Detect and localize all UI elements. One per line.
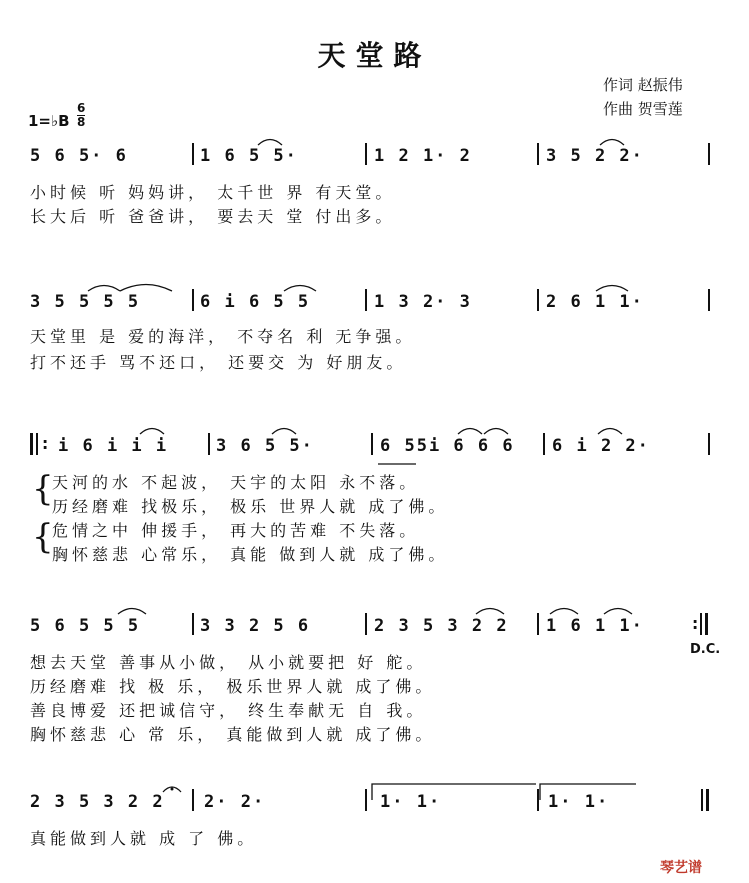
tie [604,609,632,615]
verse-brace-2: { [32,517,54,557]
line3-lyric-verse1: 天河的水 不起波， 天宇的太阳 永不落。 [52,473,420,492]
tie [258,140,282,146]
da-capo-mark: D.C. [690,642,721,657]
line5-measure1-notes: 2 3 5 3 2 2 [30,792,165,812]
line3-measure2-notes: 3 6 5 5· [216,436,314,456]
fermata-dot [171,788,174,791]
tie [596,286,628,292]
repeat-end-dots: : [690,614,701,634]
line5-measure4-notes: 1· 1· [548,792,610,812]
volta-bracket [540,784,636,800]
repeat-start-dots: : [40,434,51,454]
line3-lyric-verse4: 胸怀慈悲 心常乐， 真能 做到人就 成了佛。 [52,545,449,564]
line3-lyric-verse2: 历经磨难 找极乐， 极乐 世界人就 成了佛。 [52,497,449,516]
line1-measure3-notes: 1 2 1· 2 [374,146,472,166]
line5-measure3-notes: 1· 1· [380,792,442,812]
line5-measure2-notes: 2· 2· [204,792,266,812]
line4-lyric-verse2: 历经磨难 找 极 乐， 极乐世界人就 成了佛。 [30,677,436,696]
tie [484,429,508,435]
tie [284,286,316,292]
line1-measure2-notes: 1 6 5 5· [200,146,298,166]
line3-lyric-verse3: 危情之中 伸援手， 再大的苦难 不失落。 [52,521,420,540]
meter-denominator: 8 [77,115,86,129]
line2-lyric-verse1: 天堂里 是 爱的海洋， 不夺名 利 无争强。 [30,327,416,346]
line4-measure1-notes: 5 6 5 5 5 [30,616,141,636]
line3-measure1-notes: i 6 i i i [58,436,169,456]
line1-measure4-notes: 3 5 2 2· [546,146,644,166]
line3-measure4-notes: 6 i 2 2· [552,436,650,456]
line4-lyric-verse1: 想去天堂 善事从小做， 从小就要把 好 舵。 [30,653,427,672]
tie [550,609,578,615]
line1-measure1-notes: 5 6 5· 6 [30,146,128,166]
tie [458,429,482,435]
tie [88,286,120,292]
volta-bracket [372,784,536,800]
line2-measure4-notes: 2 6 1 1· [546,292,644,312]
line3-measure3-notes: 6 55i 6 6 6 [380,436,515,456]
composer-credit: 作曲 贺雪莲 [603,100,683,118]
song-title: 天堂路 [317,39,432,72]
line4-lyric-verse3: 善良博爱 还把诚信守， 终生奉献无 自 我。 [30,701,427,720]
line2-measure1-notes: 3 5 5 5 5 [30,292,141,312]
watermark-logo: 琴艺谱 [660,860,702,876]
tie [272,429,296,435]
line2-lyric-verse2: 打不还手 骂不还口， 还要交 为 好朋友。 [30,353,407,372]
tie [120,285,172,292]
tie [476,609,504,615]
line4-lyric-verse4: 胸怀慈悲 心 常 乐， 真能做到人就 成了佛。 [30,725,436,744]
tie [598,429,622,435]
line1-lyric-verse2: 长大后 听 爸爸讲， 要去天 堂 付出多。 [30,207,396,226]
meter-numerator: 6 [77,101,86,115]
line4-measure4-notes: 1 6 1 1· [546,616,644,636]
tie [140,429,164,435]
line5-lyric: 真能做到人就 成 了 佛。 [30,829,258,848]
line4-measure3-notes: 2 3 5 3 2 2 [374,616,509,636]
line4-measure2-notes: 3 3 2 5 6 [200,616,311,636]
tie [600,140,624,146]
verse-brace-1: { [32,469,54,509]
key-signature: 1=♭B [28,112,70,130]
line2-measure3-notes: 1 3 2· 3 [374,292,472,312]
tie [118,609,146,615]
line2-measure2-notes: 6 i 6 5 5 [200,292,311,312]
line1-lyric-verse1: 小时候 听 妈妈讲， 太千世 界 有天堂。 [30,183,396,202]
lyricist-credit: 作词 赵振伟 [603,76,683,94]
